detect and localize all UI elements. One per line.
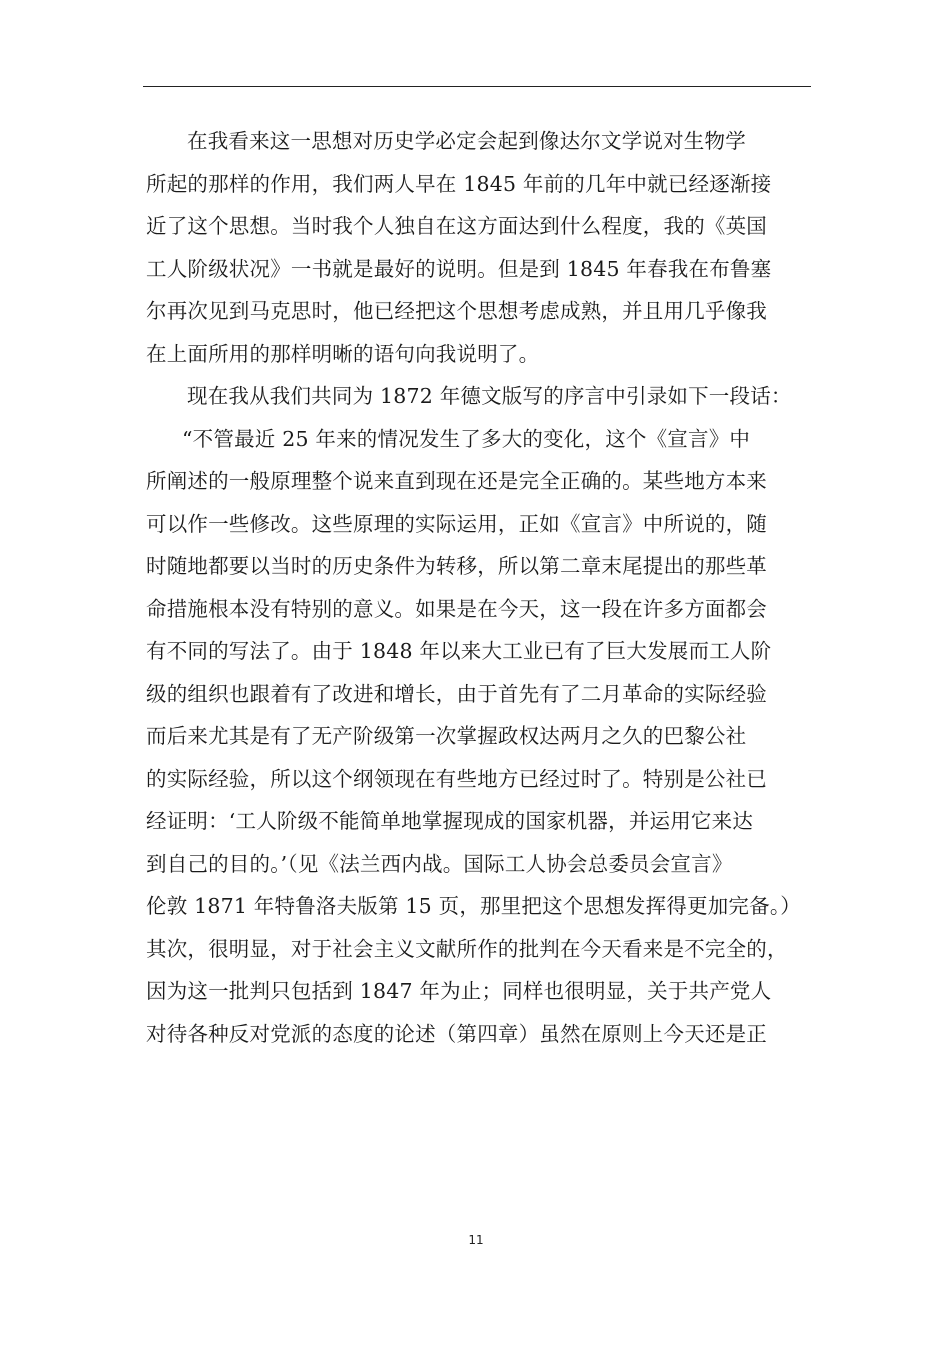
text-line-5: 尔再次见到马克思时，他已经把这个思想考虑成熟，并且用几乎像我	[146, 299, 767, 323]
text-line-17: 经证明：‘工人阶级不能简单地掌握现成的国家机器，并运用它来达	[146, 809, 754, 833]
body-text	[146, 120, 814, 1055]
text-line-1: 在我看来这一思想对历史学必定会起到像达尔文学说对生物学	[187, 129, 746, 153]
text-line-3: 近了这个思想。当时我个人独自在这方面达到什么程度，我的《英国	[146, 214, 767, 238]
text-line-14: 级的组织也跟着有了改进和增长，由于首先有了二月革命的实际经验	[146, 681, 767, 706]
text-line-12: 命措施根本没有特别的意义。如果是在今天，这一段在许多方面都会	[146, 596, 767, 621]
text-line-6: 在上面所用的那样明晰的语句向我说明了。	[146, 341, 540, 366]
text-line-20: 其次，很明显，对于社会主义文献所作的批判在今天看来是不完全的，	[146, 936, 788, 961]
text-line-16: 的实际经验，所以这个纲领现在有些地方已经过时了。特别是公社已	[146, 766, 767, 791]
text-line-9: 所阐述的一般原理整个说来直到现在还是完全正确的。某些地方本来	[146, 469, 767, 493]
text-line-19: 伦敦 1871 年特鲁洛夫版第 15 页，那里把这个思想发挥得更加完备。）	[146, 894, 801, 918]
text-line-8: “不管最近 25 年来的情况发生了多大的变化，这个《宣言》中	[182, 426, 751, 451]
header-rule	[143, 86, 811, 87]
text-line-13: 有不同的写法了。由于 1848 年以来大工业已有了巨大发展而工人阶	[146, 639, 772, 663]
text-line-2: 所起的那样的作用，我们两人早在 1845 年前的几年中就已经逐渐接	[146, 171, 772, 196]
text-line-11: 时随地都要以当时的历史条件为转移，所以第二章末尾提出的那些革	[146, 554, 767, 578]
text-line-15: 而后来尤其是有了无产阶级第一次掌握政权达两月之久的巴黎公社	[146, 724, 747, 748]
text-line-10: 可以作一些修改。这些原理的实际运用，正如《宣言》中所说的，随	[146, 511, 767, 536]
text-line-22: 对待各种反对党派的态度的论述（第四章）虽然在原则上今天还是正	[146, 1021, 767, 1046]
text-line-18: 到自己的目的。’（见《法兰西内战。国际工人协会总委员会宣言》	[146, 851, 733, 876]
page-number: 11	[468, 1233, 484, 1247]
text-line-21: 因为这一批判只包括到 1847 年为止；同样也很明显，关于共产党人	[146, 979, 772, 1003]
text-line-4: 工人阶级状况》一书就是最好的说明。但是到 1845 年春我在布鲁塞	[146, 256, 772, 281]
text-line-7: 现在我从我们共同为 1872 年德文版写的序言中引录如下一段话：	[187, 384, 792, 408]
